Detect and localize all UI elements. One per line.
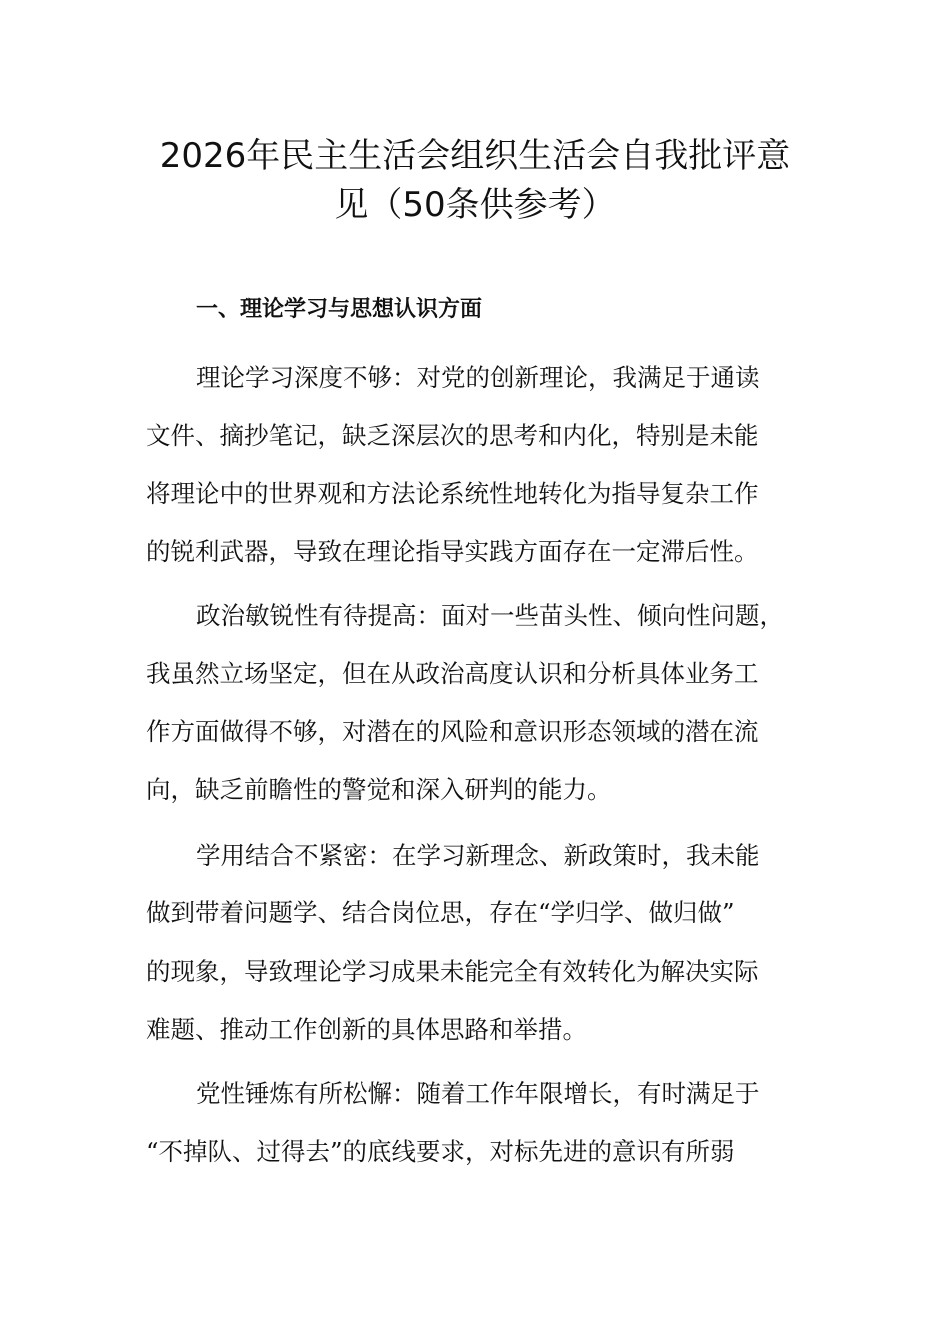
paragraph-line: 向，缺乏前瞻性的警觉和深入研判的能力。 (146, 775, 612, 804)
document-title-line-2: 见（50条供参考） (334, 185, 616, 225)
document-title-line-1: 2026年民主生活会组织生活会自我批评意 (159, 136, 791, 176)
paragraph-line: 作方面做得不够，对潜在的风险和意识形态领域的潜在流 (146, 717, 759, 746)
paragraph-line: 政治敏锐性有待提高：面对一些苗头性、倾向性问题， (196, 601, 784, 630)
section-heading: 一、理论学习与思想认识方面 (196, 297, 483, 322)
paragraph-line: 的现象，导致理论学习成果未能完全有效转化为解决实际 (146, 957, 759, 986)
paragraph-line: “不掉队、过得去”的底线要求，对标先进的意识有所弱 (146, 1137, 735, 1166)
paragraph-line: 理论学习深度不够：对党的创新理论，我满足于通读 (196, 363, 760, 392)
paragraph-line: 学用结合不紧密：在学习新理念、新政策时，我未能 (196, 841, 760, 870)
paragraph-line: 文件、摘抄笔记，缺乏深层次的思考和内化，特别是未能 (146, 421, 759, 450)
paragraph-line: 我虽然立场坚定，但在从政治高度认识和分析具体业务工 (146, 659, 759, 688)
paragraph-line: 党性锤炼有所松懈：随着工作年限增长，有时满足于 (196, 1079, 760, 1108)
paragraph-line: 做到带着问题学、结合岗位思，存在“学归学、做归做” (146, 898, 735, 927)
paragraph-line: 的锐利武器，导致在理论指导实践方面存在一定滞后性。 (146, 537, 759, 566)
paragraph-line: 将理论中的世界观和方法论系统性地转化为指导复杂工作 (146, 479, 759, 508)
paragraph-line: 难题、推动工作创新的具体思路和举措。 (146, 1015, 587, 1044)
